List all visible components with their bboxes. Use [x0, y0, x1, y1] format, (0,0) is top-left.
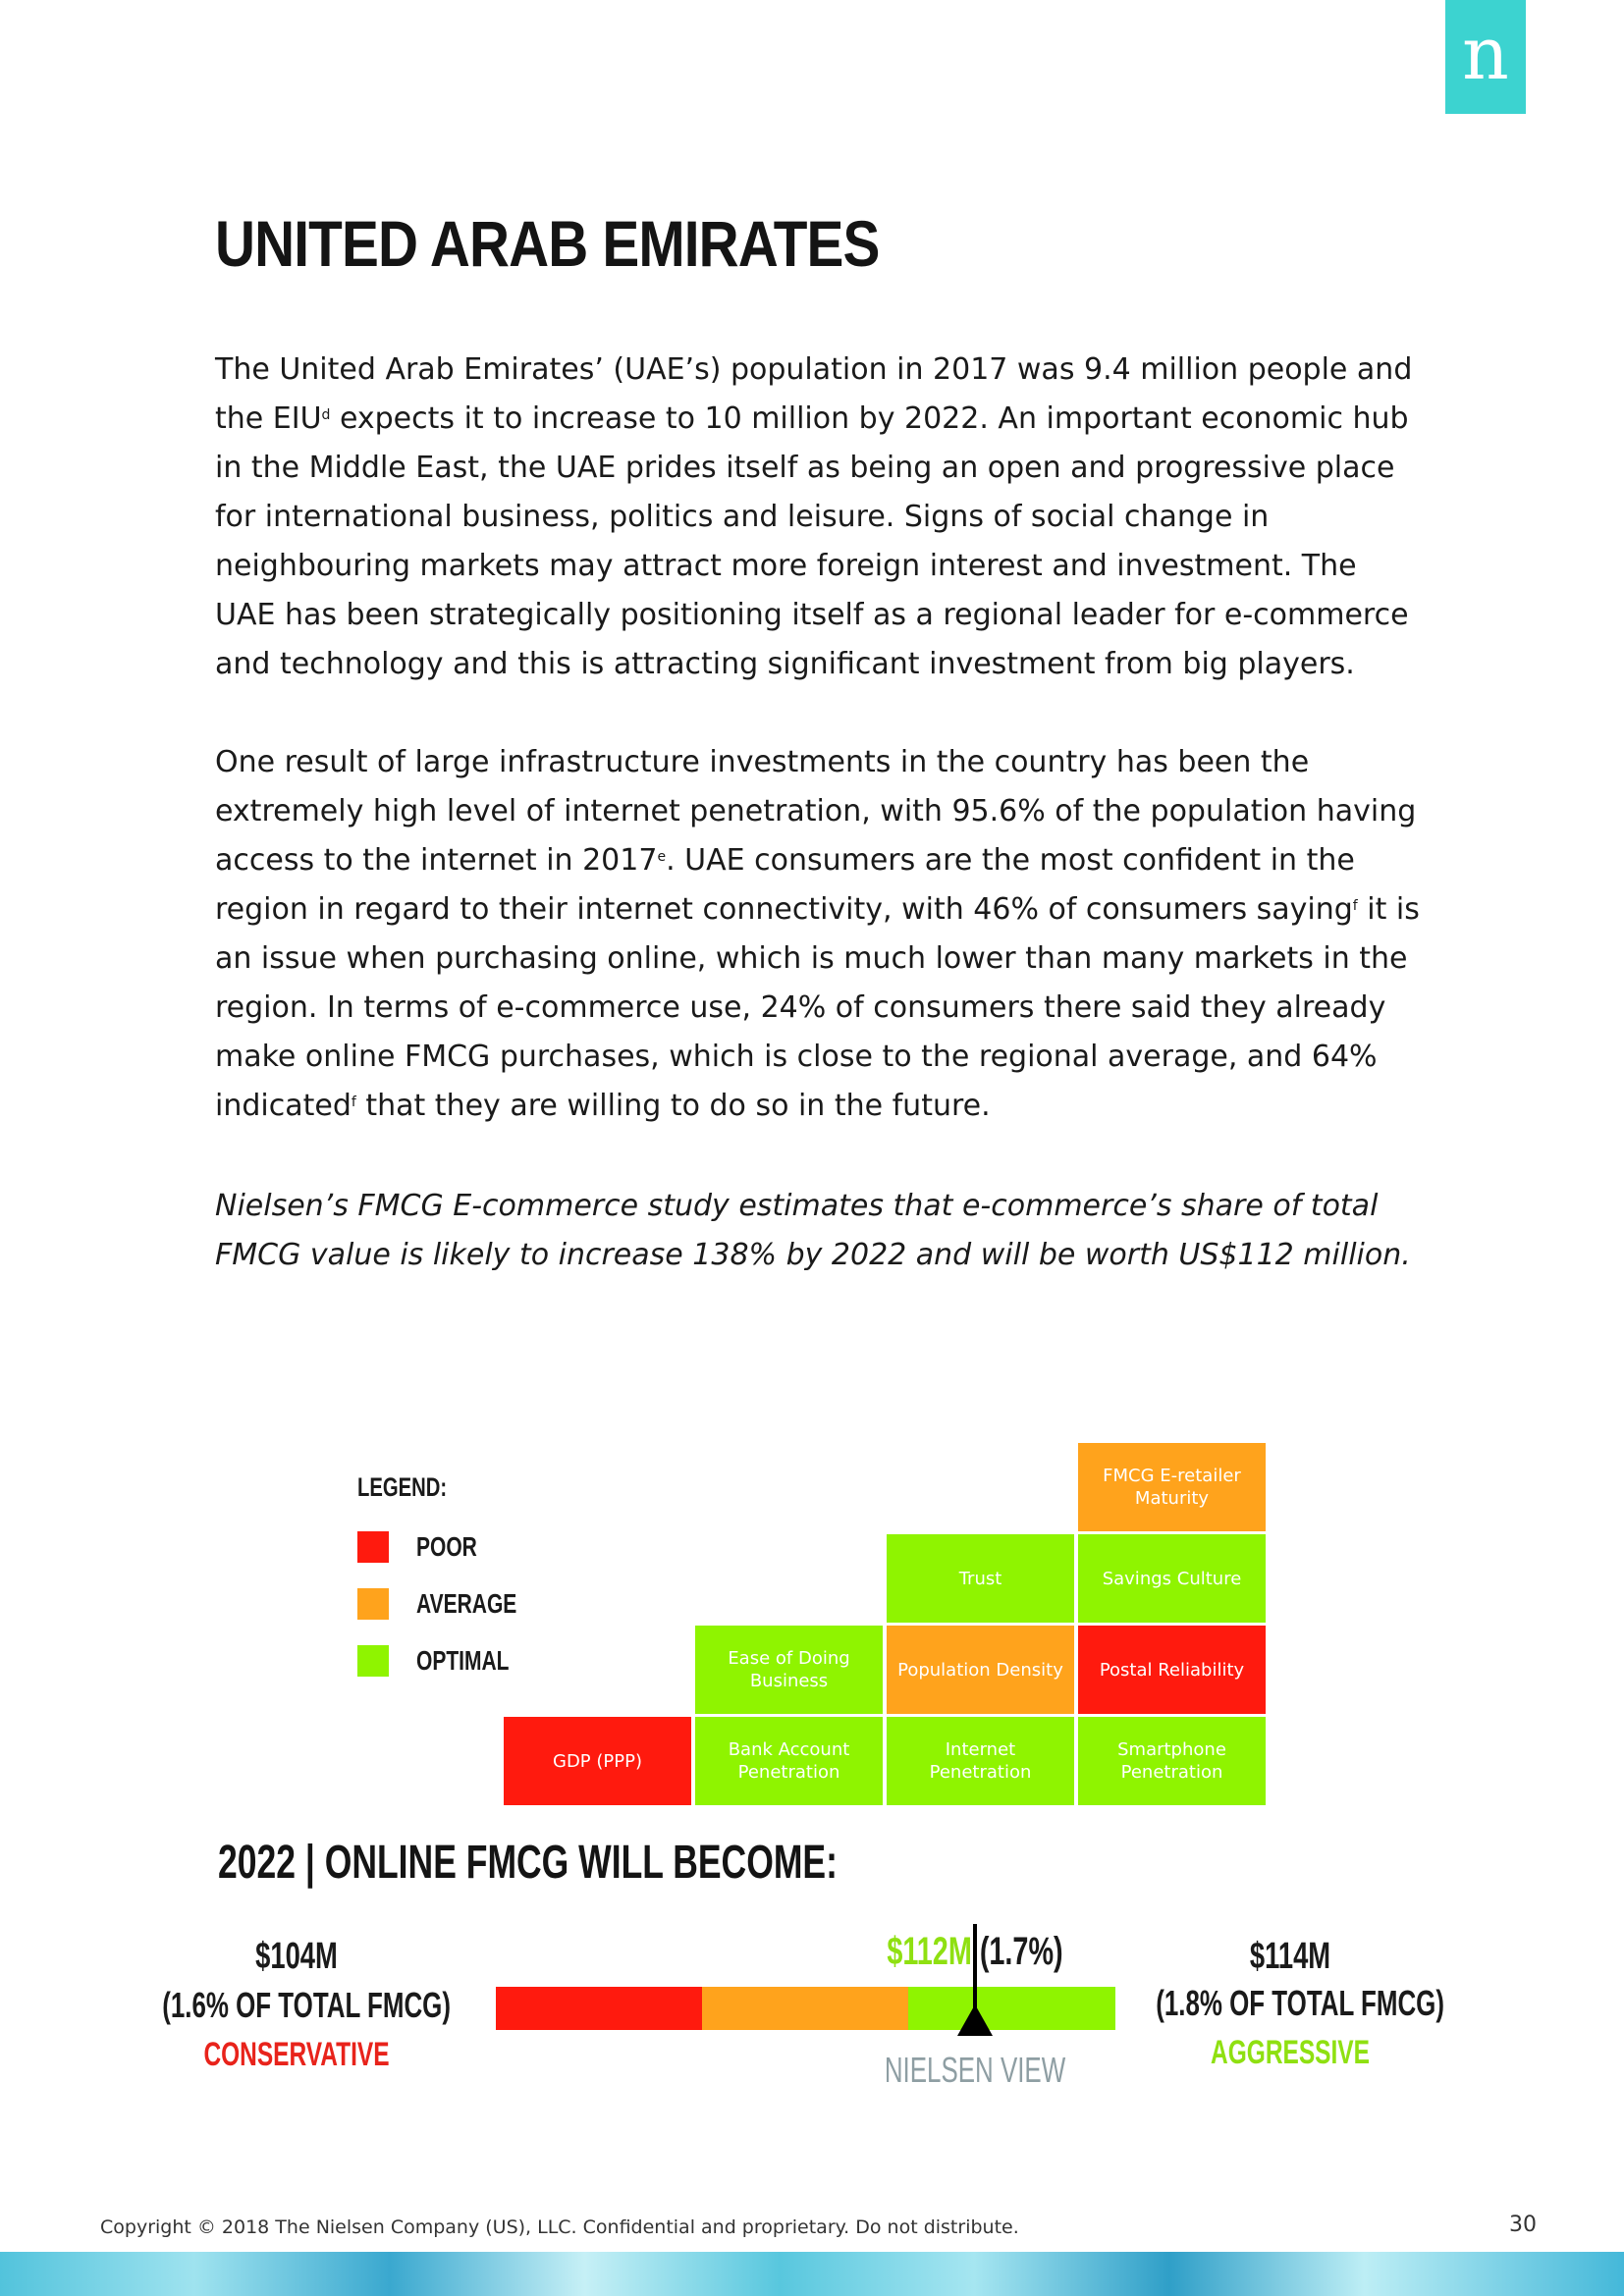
- factor-cell-fmcg-eretailer-maturity: FMCG E-retailer Maturity: [1077, 1442, 1267, 1532]
- footnote-ref: f: [351, 1095, 356, 1110]
- copyright-footer: Copyright © 2018 The Nielsen Company (US), LLC. Confidential and proprietary. Do not distribute.: [100, 2216, 1019, 2238]
- forecast-bar-conservative: [496, 1987, 702, 2030]
- legend-swatch-average: [357, 1588, 389, 1620]
- nielsen-value-label: [869, 1930, 1081, 1974]
- nielsen-logo: [1445, 0, 1526, 114]
- estimate-paragraph: Nielsen’s FMCG E-commerce study estimates that e-commerce’s share of total FMCG value is likely to increase 138% by 2022 and will be worth US$112 million.: [215, 1189, 1411, 1272]
- conservative-share: (1.6% OF TOTAL FMCG): [162, 1985, 451, 2025]
- factor-cell-savings-culture: Savings Culture: [1077, 1533, 1267, 1624]
- legend-label: OPTIMAL: [416, 1645, 510, 1676]
- factor-cell-smartphone-penetration: Smartphone Penetration: [1077, 1716, 1267, 1806]
- footnote-ref: e: [657, 849, 667, 865]
- forecast-bar-aggressive: [908, 1987, 1115, 2030]
- forecast-bar-average: [702, 1987, 908, 2030]
- factor-cell-ease-of-doing-business: Ease of Doing Business: [694, 1625, 884, 1715]
- decorative-wave-band: [0, 2252, 1624, 2296]
- legend-label: POOR: [416, 1531, 477, 1562]
- factor-cell-population-density: Population Density: [886, 1625, 1075, 1715]
- forecast-title: 2022 | ONLINE FMCG WILL BECOME:: [218, 1837, 838, 1889]
- factor-cell-internet-penetration: Internet Penetration: [886, 1716, 1075, 1806]
- intro-paragraph: The United Arab Emirates’ (UAE’s) population in 2017 was 9.4 million people and the EIU$^d$ expects it to increase to 10 million by 2022. An important economic hub in the Middle East, the UAE prides itself as being an open and progressive place for international business, politics and leisure. Signs of social change in neighbouring markets may attract more foreign interest and investment. The UAE has been strategically positioning itself as a regional leader for e-commerce and technology and this is attracting significant investment from big players.: [215, 352, 1413, 681]
- nielsen-marker-arrow-icon: [955, 2002, 995, 2038]
- aggressive-share: (1.8% OF TOTAL FMCG): [1156, 1983, 1444, 2023]
- conservative-value: $104M: [255, 1936, 338, 1977]
- legend-title: LEGEND:: [357, 1472, 448, 1502]
- infrastructure-paragraph: One result of large infrastructure investments in the country has been the extremely high level of internet penetration, with 95.6% of the population having access to the internet in 2017e. UAE consumers are the most confident in the region in regard to their internet connectivity, with 46% of consumers saying$^f$ it is an issue when purchasing online, which is much lower than many markets in the region. In terms of e-commerce use, 24% of consumers there said they already make online FMCG purchases, which is close to the regional average, and 64% indicated$^f$ that they are willing to do so in the future.: [215, 745, 1420, 1123]
- factor-cell-trust: Trust: [886, 1533, 1075, 1624]
- aggressive-value: $114M: [1249, 1936, 1331, 1977]
- factor-cell-postal-reliability: Postal Reliability: [1077, 1625, 1267, 1715]
- footnote-ref: f: [1352, 898, 1358, 914]
- conservative-label: CONSERVATIVE: [203, 2036, 390, 2073]
- nielsen-value: $112M: [887, 1930, 972, 1973]
- factor-cell-gdp-ppp: GDP (PPP): [503, 1716, 692, 1806]
- footnote-ref: d: [321, 407, 331, 423]
- aggressive-label: AGGRESSIVE: [1211, 2034, 1370, 2071]
- legend-swatch-poor: [357, 1531, 389, 1563]
- page-title: UNITED ARAB EMIRATES: [215, 207, 880, 280]
- legend-swatch-optimal: [357, 1645, 389, 1677]
- logo-letter: n: [1462, 12, 1509, 96]
- legend-label: AVERAGE: [416, 1588, 517, 1619]
- page-number: 30: [1509, 2213, 1537, 2237]
- nielsen-share: (1.7%): [979, 1930, 1063, 1973]
- factor-cell-bank-account-penetration: Bank Account Penetration: [694, 1716, 884, 1806]
- nielsen-view-label: NIELSEN VIEW: [884, 2050, 1066, 2090]
